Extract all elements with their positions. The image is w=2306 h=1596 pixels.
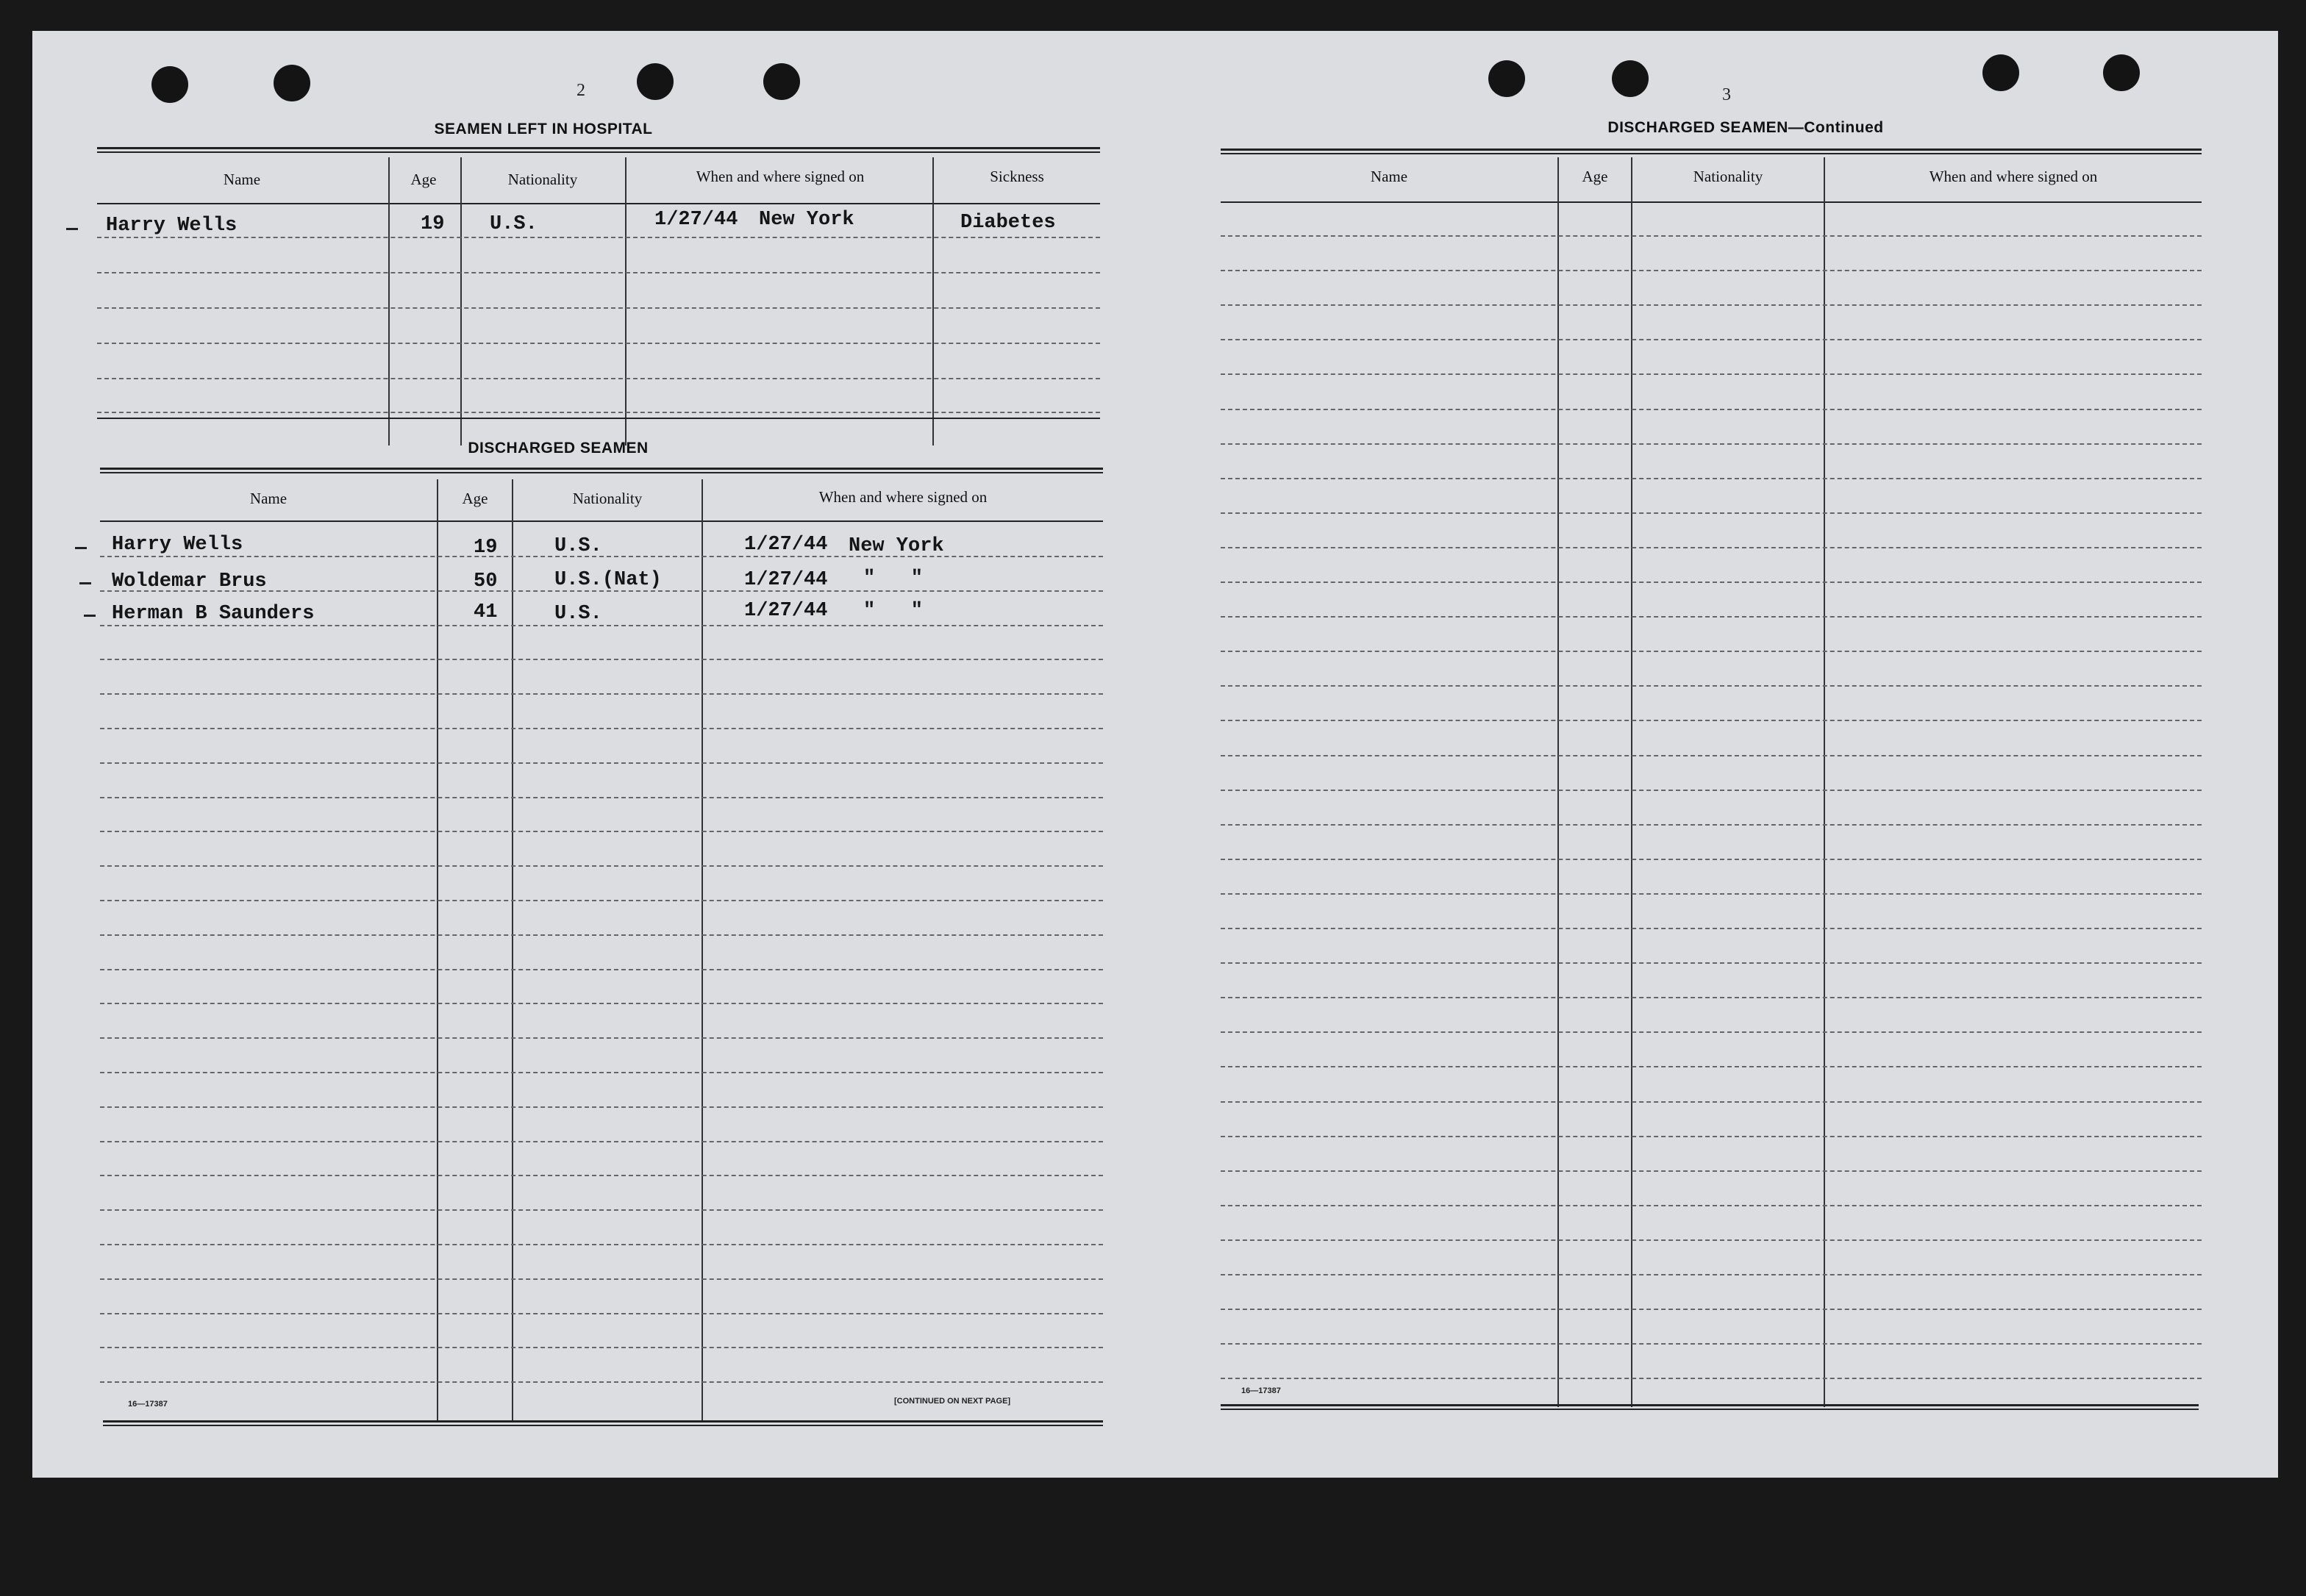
ruled-line: [1221, 270, 2202, 271]
discharged-header-age: Age: [462, 490, 488, 507]
hospital-col-divider: [625, 157, 627, 445]
ruled-line: [1221, 1170, 2202, 1172]
right-header-rule: [1221, 148, 2202, 154]
hospital-col-divider: [460, 157, 462, 445]
discharged-row-age: 19: [474, 537, 498, 559]
discharged-header-bottom-rule: [100, 520, 1103, 522]
hospital-bottom-rule: [97, 418, 1100, 419]
ruled-line: [1221, 720, 2202, 721]
hospital-header-when-where: When and where signed on: [696, 168, 865, 185]
ruled-line: [100, 1244, 1103, 1245]
discharged-row-age: 50: [474, 570, 498, 593]
hospital-row-line: [97, 343, 1100, 344]
discharged-header-name: Name: [249, 490, 288, 507]
ruled-line: [100, 1175, 1103, 1176]
discharged-row-nationality: U.S.: [554, 535, 602, 557]
punch-hole-icon: [2103, 54, 2140, 91]
ruled-line: [1221, 755, 2202, 756]
tally-mark: [84, 615, 96, 617]
ruled-line: [1221, 962, 2202, 964]
ruled-line: [1221, 616, 2202, 618]
hospital-col-divider: [388, 157, 390, 445]
ruled-line: [100, 797, 1103, 798]
ruled-line: [1221, 478, 2202, 479]
discharged-row-nationality: U.S.: [554, 603, 602, 625]
ruled-line: [1221, 1274, 2202, 1275]
hospital-header-bottom-rule: [97, 203, 1100, 204]
tally-mark: [75, 547, 87, 549]
ruled-line: [1221, 512, 2202, 514]
ruled-line: [1221, 304, 2202, 306]
ruled-line: [1221, 997, 2202, 998]
ruled-line: [100, 1278, 1103, 1280]
tally-mark: [79, 582, 91, 584]
hospital-row-when: 1/27/44: [654, 209, 738, 231]
ruled-line: [100, 1072, 1103, 1073]
ruled-line: [100, 1313, 1103, 1314]
ruled-line: [1221, 235, 2202, 237]
punch-hole-icon: [151, 66, 188, 103]
right-header-bottom-rule: [1221, 201, 2202, 203]
ruled-line: [1221, 339, 2202, 340]
ruled-line: [1221, 581, 2202, 583]
ruled-line: [1221, 1239, 2202, 1241]
punch-hole-icon: [1612, 60, 1649, 97]
punch-hole-icon: [274, 65, 310, 101]
hospital-col-divider: [932, 157, 934, 445]
discharged-row-where: " ": [863, 568, 924, 590]
document-sheet: [32, 31, 2278, 1478]
hospital-row-where: New York: [759, 209, 854, 231]
ruled-line: [100, 934, 1103, 936]
ruled-line: [1221, 1031, 2202, 1033]
hospital-row-age: 19: [421, 213, 445, 235]
punch-hole-icon: [1488, 60, 1525, 97]
hospital-header-rule: [97, 147, 1100, 153]
right-header-when-where: When and where signed on: [1929, 168, 2098, 185]
discharged-row-where: " ": [863, 600, 924, 622]
right-header-name: Name: [1370, 168, 1408, 185]
right-header-age: Age: [1582, 168, 1608, 185]
ruled-line: [100, 659, 1103, 660]
form-number-right: 16—17387: [1241, 1386, 1281, 1395]
hospital-header-sickness: Sickness: [990, 168, 1044, 185]
discharged-bottom-rule: [103, 1420, 1103, 1426]
discharged-header-nationality: Nationality: [572, 490, 643, 507]
ruled-line: [1221, 409, 2202, 410]
discharged-header-when-where: When and where signed on: [818, 488, 988, 506]
discharged-row-name: Harry Wells: [112, 534, 243, 556]
discharged-row-age: 41: [474, 601, 498, 623]
ruled-line: [100, 693, 1103, 695]
ruled-line: [1221, 685, 2202, 687]
ruled-line: [1221, 1343, 2202, 1345]
discharged-row-nationality: U.S.(Nat): [554, 569, 662, 591]
discharged-row-when: 1/27/44: [744, 600, 828, 622]
ruled-line: [100, 1209, 1103, 1211]
punch-hole-icon: [1982, 54, 2019, 91]
discharged-row-name: Herman B Saunders: [112, 603, 315, 625]
form-number-left: 16—17387: [128, 1400, 168, 1409]
tally-mark: [66, 228, 78, 230]
ruled-line: [1221, 1101, 2202, 1103]
hospital-row-sickness: Diabetes: [960, 212, 1056, 234]
page-number-left: 2: [576, 81, 585, 100]
discharged-row-when: 1/27/44: [744, 569, 828, 591]
right-col-divider: [1631, 157, 1632, 1407]
discharged-row-name: Woldemar Brus: [112, 570, 267, 593]
discharged-col-divider: [702, 479, 703, 1422]
ruled-line: [1221, 373, 2202, 375]
ruled-line: [100, 1037, 1103, 1039]
right-page-title: DISCHARGED SEAMEN—Continued: [1607, 119, 1884, 136]
ruled-line: [1221, 1136, 2202, 1137]
right-header-nationality: Nationality: [1693, 168, 1763, 185]
ruled-line: [1221, 928, 2202, 929]
ruled-line: [100, 1141, 1103, 1142]
hospital-header-nationality: Nationality: [507, 171, 578, 188]
ruled-line: [100, 1003, 1103, 1004]
hospital-row-line: [97, 378, 1100, 379]
hospital-header-name: Name: [223, 171, 261, 188]
discharged-header-rule: [100, 468, 1103, 473]
punch-hole-icon: [763, 63, 800, 100]
discharged-row-where: New York: [849, 535, 944, 557]
ruled-line: [100, 762, 1103, 764]
ruled-line: [1221, 547, 2202, 548]
ruled-line: [1221, 790, 2202, 791]
ruled-line: [100, 1381, 1103, 1383]
continued-note: [CONTINUED ON NEXT PAGE]: [894, 1397, 1011, 1406]
hospital-row-line: [97, 307, 1100, 309]
hospital-header-age: Age: [410, 171, 437, 188]
discharged-col-divider: [512, 479, 513, 1422]
hospital-section-title: SEAMEN LEFT IN HOSPITAL: [434, 121, 653, 137]
hospital-row-nationality: U.S.: [490, 213, 538, 235]
hospital-row-line: [97, 412, 1100, 413]
punch-hole-icon: [637, 63, 674, 100]
ruled-line: [100, 728, 1103, 729]
hospital-row-line: [97, 237, 1100, 238]
ruled-line: [1221, 1205, 2202, 1206]
ruled-line: [1221, 859, 2202, 860]
ruled-line: [100, 865, 1103, 867]
ruled-line: [100, 969, 1103, 970]
ruled-line: [100, 900, 1103, 901]
ruled-line: [1221, 1309, 2202, 1310]
hospital-row-name: Harry Wells: [106, 215, 238, 237]
ruled-line: [1221, 893, 2202, 895]
ruled-line: [1221, 443, 2202, 445]
ruled-line: [1221, 824, 2202, 826]
discharged-row-when: 1/27/44: [744, 534, 828, 556]
discharged-section-title: DISCHARGED SEAMEN: [468, 440, 649, 457]
ruled-line: [100, 1347, 1103, 1348]
ruled-line: [100, 1106, 1103, 1108]
discharged-col-divider: [437, 479, 438, 1422]
ruled-line: [1221, 1378, 2202, 1379]
ruled-line: [1221, 1066, 2202, 1067]
right-bottom-rule: [1221, 1404, 2199, 1410]
hospital-row-line: [97, 272, 1100, 273]
ruled-line: [1221, 651, 2202, 652]
right-col-divider: [1824, 157, 1825, 1407]
right-col-divider: [1557, 157, 1559, 1407]
ruled-line: [100, 831, 1103, 832]
page-number-right: 3: [1722, 85, 1731, 104]
